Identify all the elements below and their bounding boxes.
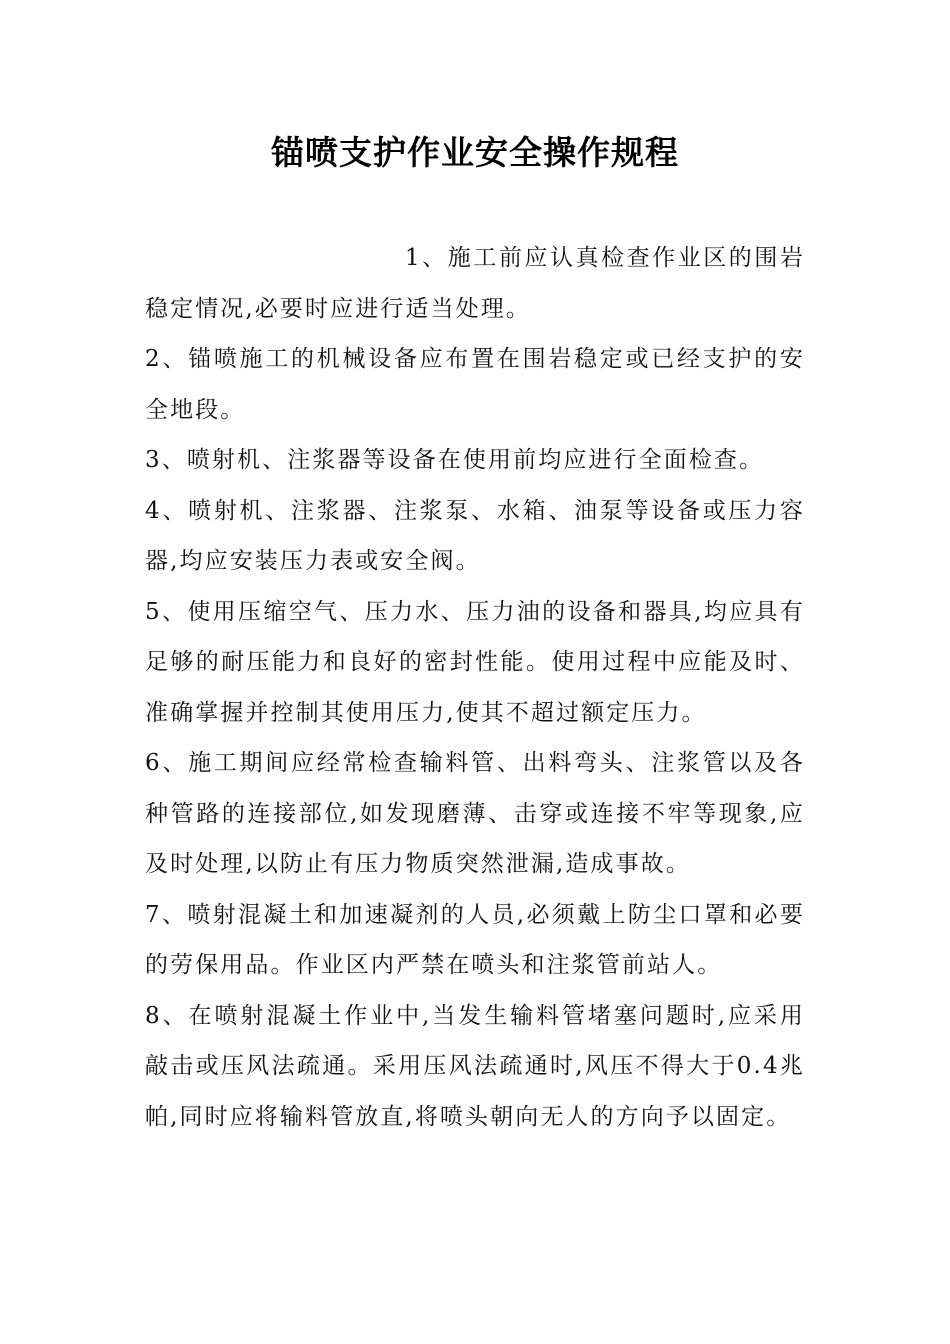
paragraph-2: 2、锚喷施工的机械设备应布置在围岩稳定或已经支护的安全地段。 — [145, 346, 805, 423]
paragraph-4: 4、喷射机、注浆器、注浆泵、水箱、油泵等设备或压力容器,均应安装压力表或安全阀。 — [145, 497, 805, 574]
paragraph-6: 6、施工期间应经常检查输料管、出料弯头、注浆管以及各种管路的连接部位,如发现磨薄、击穿或连接不牢等现象,应及时处理,以防止有压力物质突然泄漏,造成事故。 — [145, 750, 805, 877]
paragraph-7: 7、喷射混凝土和加速凝剂的人员,必须戴上防尘口罩和必要的劳保用品。作业区内严禁在喷头和注浆管前站人。 — [145, 901, 805, 978]
paragraph-5: 5、使用压缩空气、压力水、压力油的设备和器具,均应具有足够的耐压能力和良好的密封性能。使用过程中应能及时、准确掌握并控制其使用压力,使其不超过额定压力。 — [145, 598, 805, 726]
paragraph-1: 1、施工前应认真检查作业区的围岩稳定情况,必要时应进行适当处理。 — [145, 245, 805, 322]
document-body — [145, 233, 805, 1142]
document-title: 锚喷支护作业安全操作规程 — [271, 133, 679, 172]
paragraph-8: 8、在喷射混凝土作业中,当发生输料管堵塞问题时,应采用敲击或压风法疏通。采用压风法疏通时,风压不得大于0.4兆帕,同时应将输料管放直,将喷头朝向无人的方向予以固定。 — [145, 1002, 805, 1130]
paragraph-3: 3、喷射机、注浆器等设备在使用前均应进行全面检查。 — [145, 447, 765, 473]
